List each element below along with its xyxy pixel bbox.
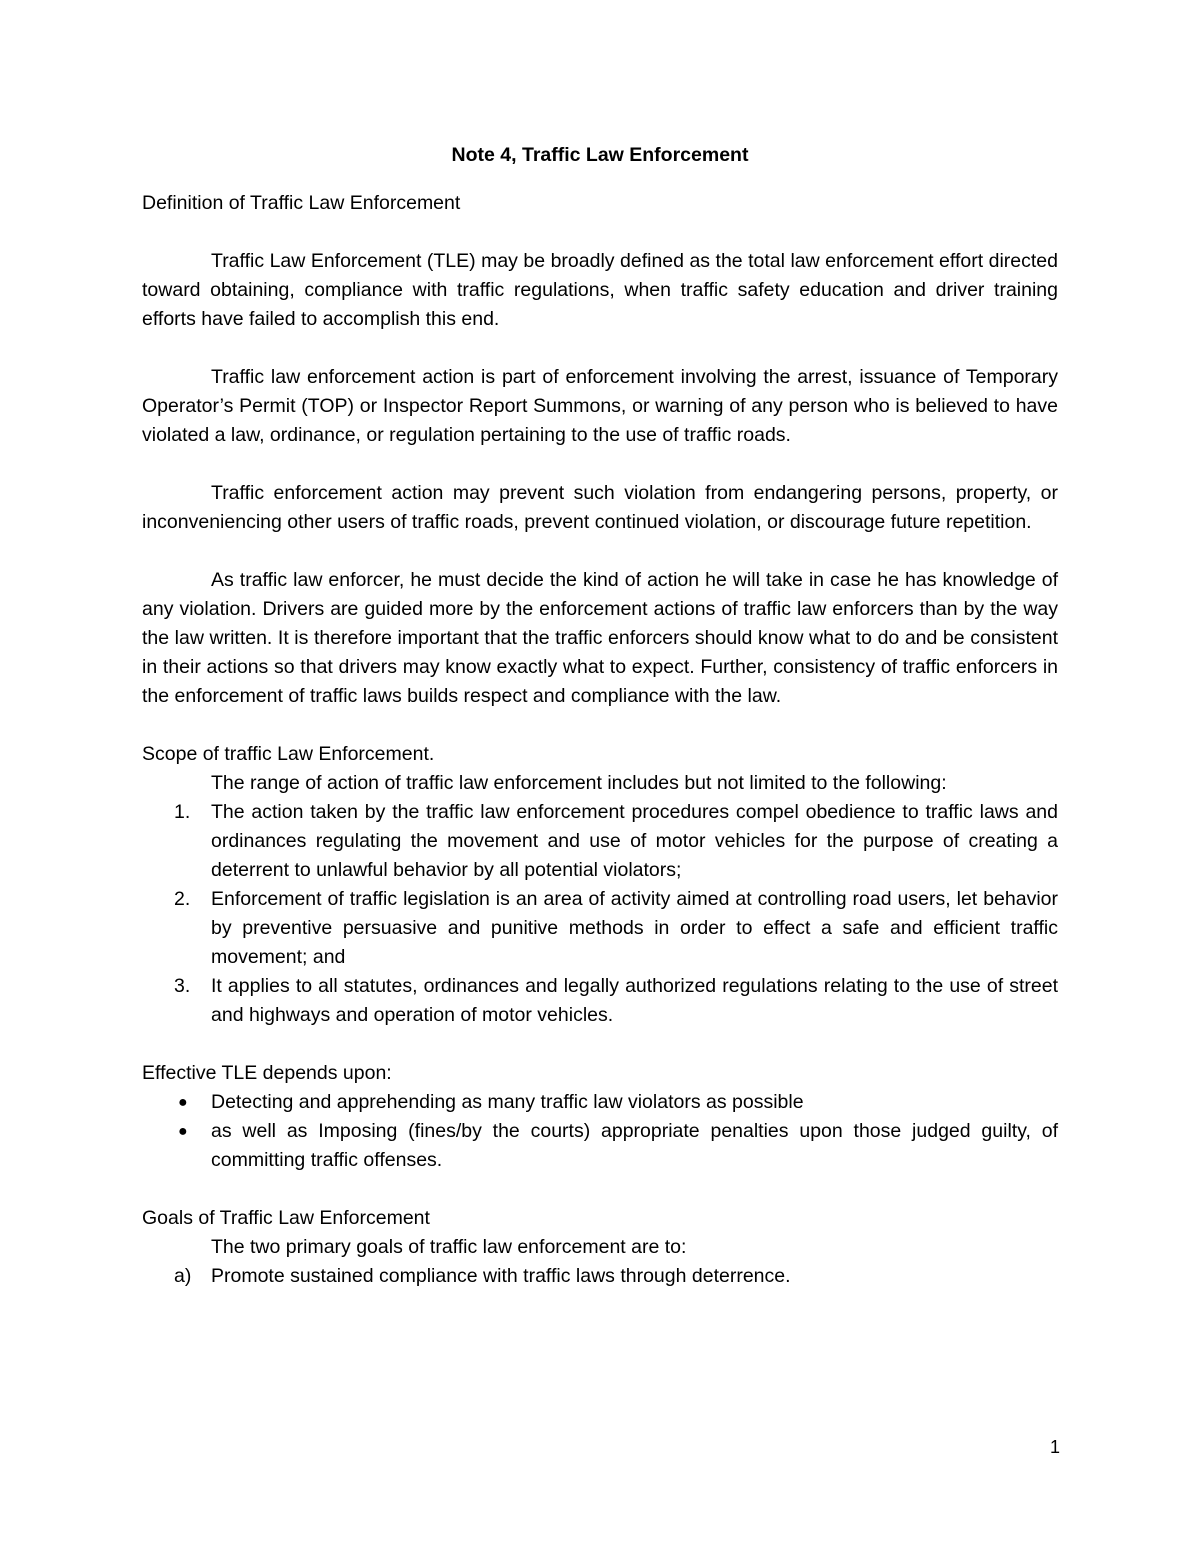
list-item [142, 1088, 1058, 1117]
list-letter: a) [174, 1265, 192, 1287]
list-item-text: Promote sustained compliance with traffic laws through deterrence. [211, 1265, 791, 1287]
goals-heading: Goals of Traffic Law Enforcement [142, 1207, 430, 1229]
definition-paragraph: As traffic law enforcer, he must decide the kind of action he will take in case he has knowledge of any violation. Drivers are guided more by the enforcement actions of traffic law enforcers than by the way the law written. It is therefore important that the traffic enforcers should know what to do and be consistent in their actions so that drivers may know exactly what to expect. Further, consistency of traffic enforcers in the enforcement of traffic laws builds respect and compliance with the law. [142, 569, 1058, 707]
bullet-icon: ● [178, 1094, 188, 1111]
effective-section [142, 1059, 1058, 1175]
document-body [142, 140, 1058, 1291]
list-item-text: The action taken by the traffic law enforcement procedures compel obedience to traffic laws and ordinances regulating the movement and use of motor vehicles for the purpose of creating a deterrent to unlawful behavior by all potential violators; [211, 801, 1058, 881]
page-number: 1 [1049, 1437, 1060, 1457]
list-number: 3. [174, 975, 191, 997]
goals-section [142, 1204, 1058, 1291]
list-item-text: Enforcement of traffic legislation is an area of activity aimed at controlling road users, let behavior by preventive persuasive and punitive methods in order to effect a safe and efficient traffic movement; and [211, 888, 1058, 968]
list-item-text: Detecting and apprehending as many traffic law violators as possible [211, 1091, 804, 1113]
definition-section [142, 189, 1058, 711]
effective-list [142, 1088, 1058, 1175]
scope-heading: Scope of traffic Law Enforcement. [142, 743, 435, 765]
scope-list [142, 798, 1058, 1030]
list-item-text: It applies to all statutes, ordinances and legally authorized regulations relating to the use of street and highways and operation of motor vehicles. [211, 975, 1058, 1026]
list-item-text: as well as Imposing (fines/by the courts) appropriate penalties upon those judged guilty, of committing traffic offenses. [211, 1120, 1058, 1171]
list-number: 2. [174, 888, 191, 910]
goals-list [142, 1262, 1058, 1291]
page-title: Note 4, Traffic Law Enforcement [451, 144, 749, 166]
bullet-icon: ● [178, 1123, 188, 1140]
list-item [142, 885, 1058, 972]
list-item [142, 972, 1058, 1030]
list-item [142, 1117, 1058, 1175]
definition-paragraph: Traffic enforcement action may prevent such violation from endangering persons, property, or inconveniencing other users of traffic roads, prevent continued violation, or discourage future repetition. [142, 482, 1058, 533]
effective-heading: Effective TLE depends upon: [142, 1062, 392, 1084]
definition-paragraph: Traffic law enforcement action is part of enforcement involving the arrest, issuance of Temporary Operator’s Permit (TOP) or Inspector Report Summons, or warning of any person who is believed to have violated a law, ordinance, or regulation pertaining to the use of traffic roads. [142, 366, 1058, 446]
scope-section [142, 740, 1058, 1030]
scope-intro: The range of action of traffic law enforcement includes but not limited to the following: [211, 772, 947, 794]
list-item [142, 798, 1058, 885]
list-item [142, 1262, 1058, 1291]
list-number: 1. [174, 801, 191, 823]
definition-paragraph: Traffic Law Enforcement (TLE) may be broadly defined as the total law enforcement effort directed toward obtaining, compliance with traffic regulations, when traffic safety education and driver training efforts have failed to accomplish this end. [142, 250, 1058, 330]
definition-heading: Definition of Traffic Law Enforcement [142, 192, 461, 214]
goals-intro: The two primary goals of traffic law enforcement are to: [211, 1236, 687, 1258]
